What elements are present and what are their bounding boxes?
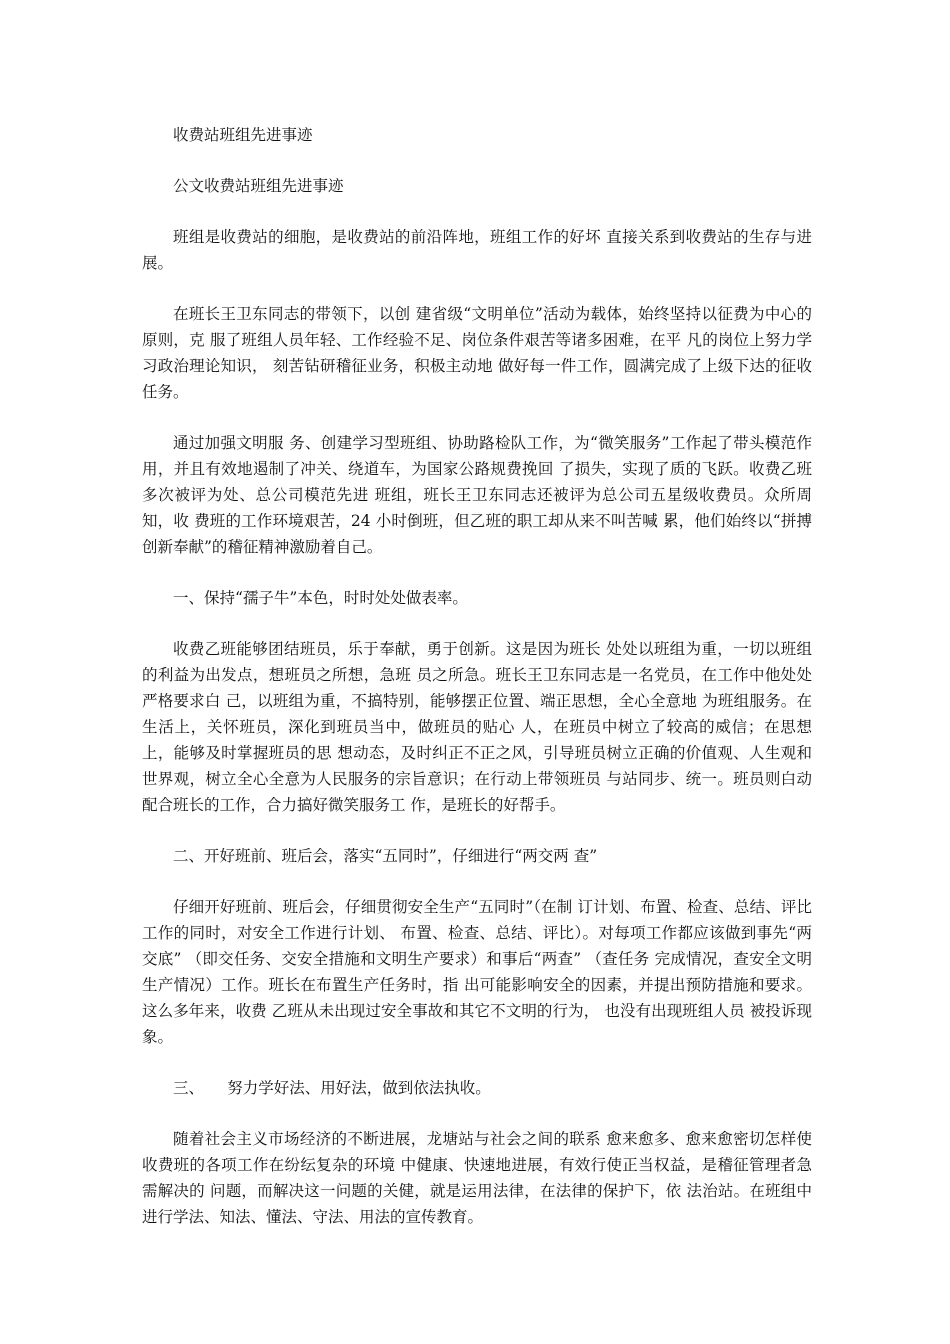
paragraph-section-1: 收费乙班能够团结班员，乐于奉献，勇于创新。这是因为班长 处处以班组为重，一切以班组的利益为出发点，想班员之所想，急班 员之所急。班长王卫东同志是一名党员，在工作中他处处严格要求白 己，以班组为重，不搞特别，能够摆正位置、端正思想，全心全意地 为班组服务。在生活上，关怀班员，深化到班员当中，做班员的贴心 人，在班员中树立了较高的威信；在思想上，能够及时掌握班员的思 想动态，及时纠正不正之风，引导班员树立正确的价值观、人生观和 世界观，树立全心全意为人民服务的宗旨意识；在行动上带领班员 与站同步、统一。班员则白动配合班长的工作，合力搞好微笑服务工 作，是班长的好帮手。 (142, 640, 812, 814)
paragraph-achievements: 通过加强文明服 务、创建学习型班组、协助路检队工作，为“微笑服务”工作起了带头模范作用，并且有效地遏制了冲关、绕道车，为国家公路规费挽回 了损失，实现了质的飞跃。收费乙班多次被评为处、总公司模范先进 班组，班长王卫东同志还被评为总公司五星级收费员。众所周知，收 费班的工作环境艰苦，24 小时倒班，但乙班的职工却从来不叫苦喊 累，他们始终以“拼搏创新奉献”的稽征精神激励着自己。 (142, 434, 812, 556)
document-body (142, 122, 812, 1255)
paragraph-leadership: 在班长王卫东同志的带领下，以创 建省级“文明单位”活动为载体，始终坚持以征费为中心的原则，克 服了班组人员年轻、工作经验不足、岗位条件艰苦等诸多困难，在平 凡的岗位上努力学习政治理论知识， 刻苦钻研稽征业务，积极主动地 做好每一件工作，圆满完成了上级下达的征收任务。 (142, 305, 812, 401)
paragraph-intro: 班组是收费站的细胞，是收费站的前沿阵地，班组工作的好坏 直接关系到收费站的生存与进展。 (142, 228, 812, 272)
paragraph-section-3: 随着社会主义市场经济的不断进展，龙塘站与社会之间的联系 愈来愈多、愈来愈密切怎样使收费班的各项工作在纷纭复杂的环境 中健康、快速地进展，有效行使正当权益，是稽征管理者急需解决的 问题，而解决这一问题的关健，就是运用法律，在法律的保护下，依 法治站。在班组中进行学法、知法、懂法、守法、用法的宣传教育。 (142, 1130, 812, 1226)
section-heading-2: 二、开好班前、班后会，落实“五同时”，仔细进行“两交两 查” (173, 847, 598, 865)
paragraph-section-2: 仔细开好班前、班后会，仔细贯彻安全生产“五同时”（在制 订计划、布置、检查、总结、评比工作的同时，对安全工作进行计划、 布置、检查、总结、评比）。对每项工作都应该做到事先“两交底” （即交任务、交安全措施和文明生产要求）和事后“两查” （查任务 完成情况，查安全文明生产情况）工作。班长在布置生产任务时，指 出可能影响安全的因素，并提出预防措施和要求。这么多年来，收费 乙班从未出现过安全事故和其它不文明的行为， 也没有出现班组人员 被投诉现象。 (142, 898, 812, 1046)
document-title: 收费站班组先进事迹 (173, 126, 313, 144)
document-subtitle: 公文收费站班组先进事迹 (173, 177, 344, 195)
section-heading-1: 一、保持“孺子牛”本色，时时处处做表率。 (173, 589, 468, 607)
section-heading-3: 三、 努力学好法、用好法，做到依法执收。 (173, 1079, 491, 1097)
